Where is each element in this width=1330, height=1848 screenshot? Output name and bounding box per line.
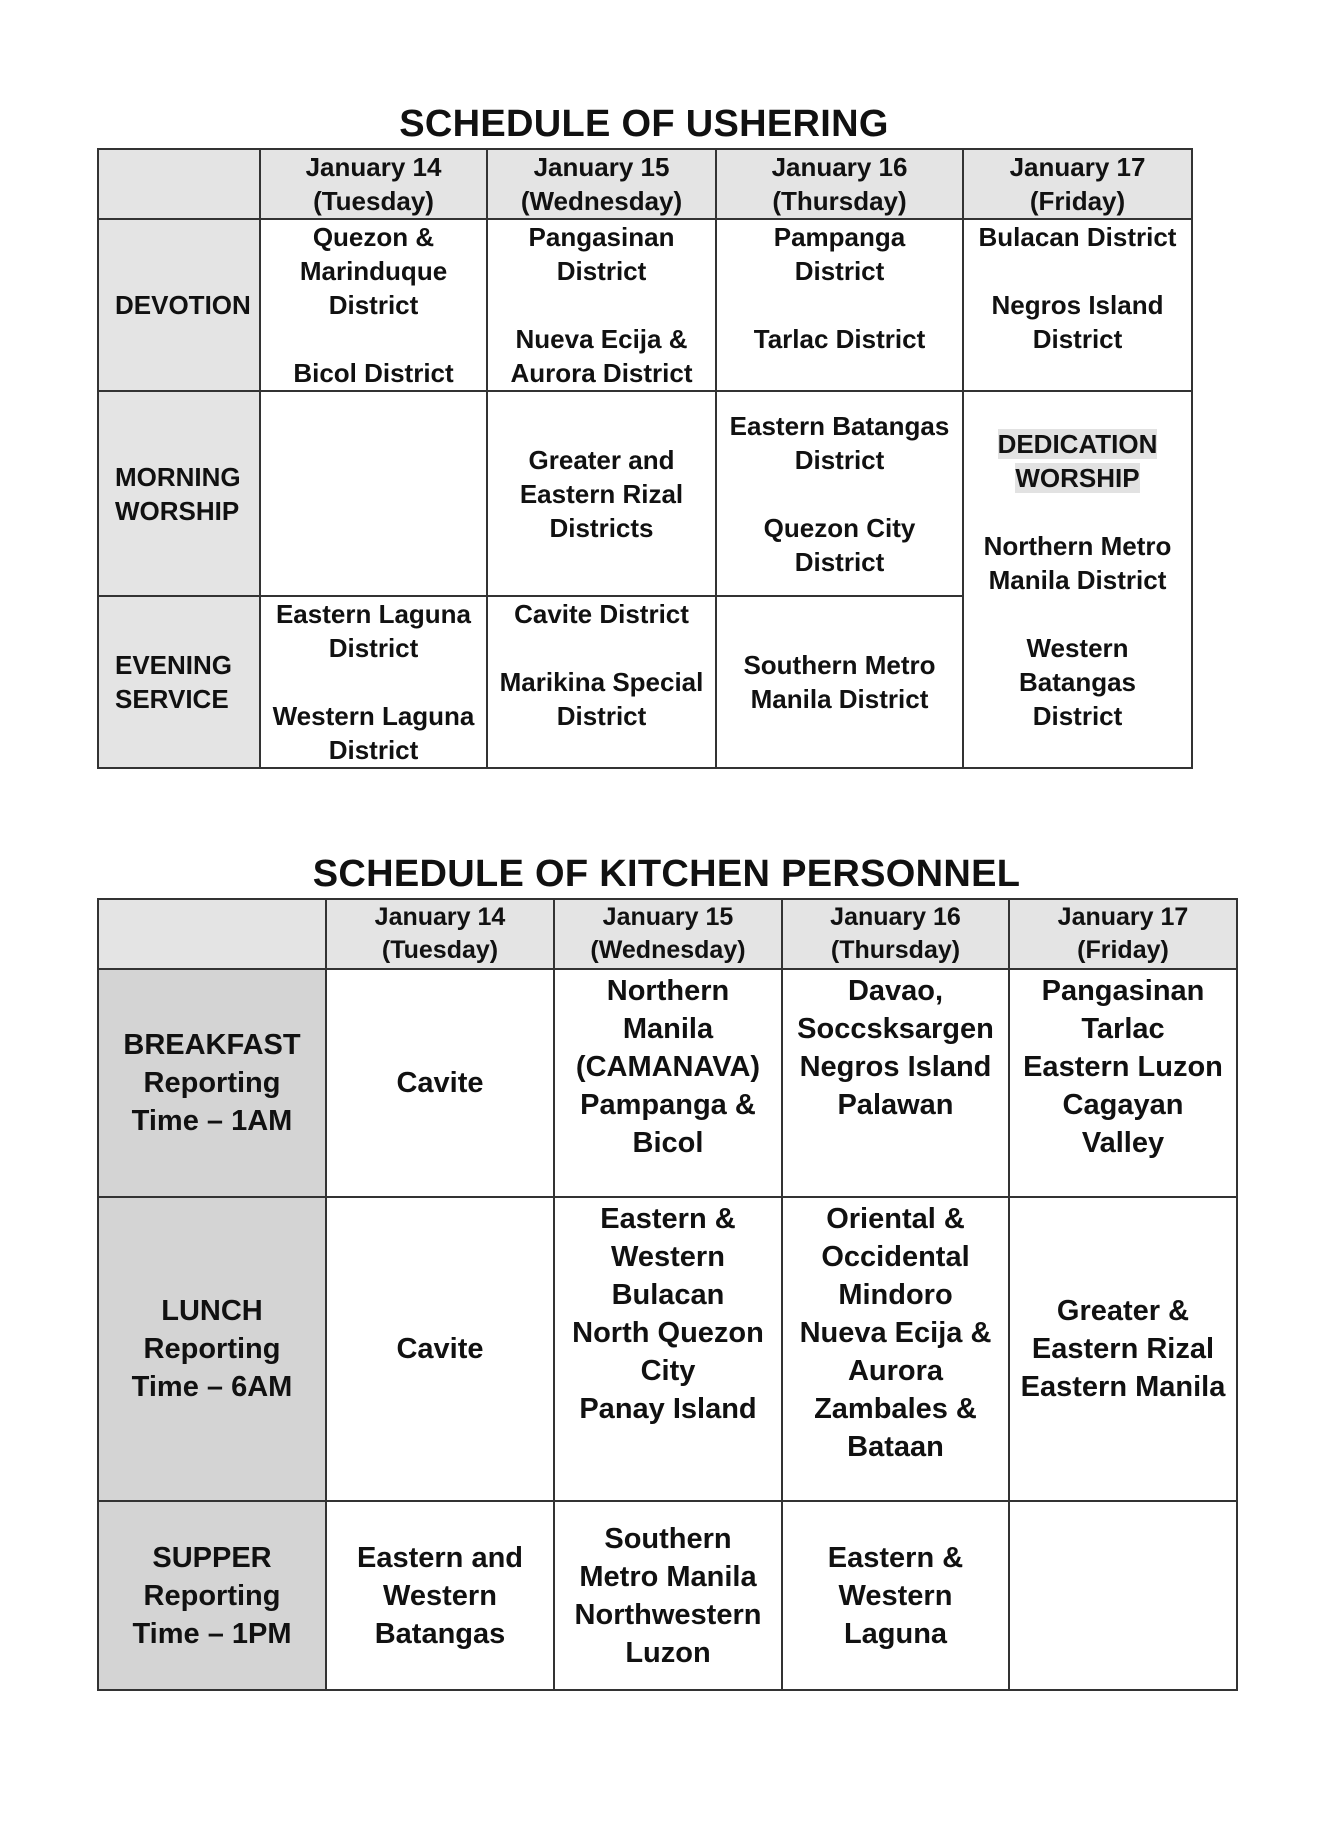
breakfast-row	[98, 969, 1237, 1197]
devotion-jan17-cell: Bulacan District Negros Island District	[963, 219, 1192, 391]
kitchen-header-jan17	[1009, 899, 1237, 969]
evening-jan14-cell: Eastern Laguna District Western Laguna District	[260, 596, 487, 768]
supper-jan14-cell: Eastern and Western Batangas	[326, 1501, 554, 1690]
jan17-dedication-cell: DEDICATION WORSHIP Northern Metro Manila District Western Batangas District	[963, 391, 1192, 768]
ushering-schedule-table	[97, 148, 1193, 769]
ushering-header-jan16	[716, 149, 963, 219]
ushering-header-jan14	[260, 149, 487, 219]
header-date: January 17	[1057, 903, 1189, 931]
morning-worship-label: MORNING WORSHIP	[98, 391, 260, 596]
lunch-row	[98, 1197, 1237, 1501]
kitchen-corner-cell	[98, 899, 326, 969]
kitchen-header-jan16	[782, 899, 1009, 969]
supper-jan15-cell: Southern Metro Manila Northwestern Luzon	[554, 1501, 782, 1690]
header-day: (Wednesday)	[590, 936, 746, 964]
lunch-jan14-cell: Cavite	[326, 1197, 554, 1501]
devotion-jan16-cell: Pampanga District Tarlac District	[716, 219, 963, 391]
kitchen-title: SCHEDULE OF KITCHEN PERSONNEL	[312, 853, 1021, 895]
header-day: (Wednesday)	[520, 186, 683, 216]
header-day: (Thursday)	[772, 186, 907, 216]
evening-jan15-cell: Cavite District Marikina Special District	[487, 596, 716, 768]
ushering-header-row	[98, 149, 1192, 219]
header-date: January 16	[771, 152, 908, 182]
header-date: January 15	[533, 152, 670, 182]
morning-worship-row	[98, 391, 1192, 596]
devotion-label: DEVOTION	[98, 219, 260, 391]
header-day: (Tuesday)	[381, 936, 499, 964]
lunch-jan17-cell: Greater & Eastern Rizal Eastern Manila	[1009, 1197, 1237, 1501]
ushering-header-jan15	[487, 149, 716, 219]
morning-jan14-cell	[260, 391, 487, 596]
kitchen-header-row	[98, 899, 1237, 969]
breakfast-jan17-cell: Pangasinan Tarlac Eastern Luzon Cagayan Valley	[1009, 969, 1237, 1197]
dedication-highlight: WORSHIP	[1015, 462, 1140, 493]
ushering-title: SCHEDULE OF USHERING	[399, 103, 889, 145]
evening-jan16-cell: Southern Metro Manila District	[716, 596, 963, 768]
breakfast-jan15-cell: Northern Manila (CAMANAVA) Pampanga & Bicol	[554, 969, 782, 1197]
morning-jan16-cell: Eastern Batangas District Quezon City District	[716, 391, 963, 596]
supper-jan16-cell: Eastern & Western Laguna	[782, 1501, 1009, 1690]
header-date: January 16	[830, 903, 961, 931]
header-day: (Friday)	[1029, 186, 1126, 216]
lunch-jan16-cell: Oriental & Occidental Mindoro Nueva Ecija & Aurora Zambales & Bataan	[782, 1197, 1009, 1501]
breakfast-jan14-cell: Cavite	[326, 969, 554, 1197]
morning-jan15-cell: Greater and Eastern Rizal Districts	[487, 391, 716, 596]
header-day: (Friday)	[1077, 936, 1169, 964]
header-date: January 14	[374, 903, 506, 931]
supper-label: SUPPER Reporting Time – 1PM	[98, 1501, 326, 1690]
kitchen-schedule-table	[97, 898, 1238, 1691]
ushering-header-jan17	[963, 149, 1192, 219]
supper-row	[98, 1501, 1237, 1690]
header-date: January 17	[1009, 152, 1146, 182]
header-date: January 15	[602, 903, 734, 931]
devotion-row	[98, 219, 1192, 391]
dedication-highlight: DEDICATION	[997, 428, 1158, 459]
header-day: (Thursday)	[830, 936, 961, 964]
header-date: January 14	[305, 152, 442, 182]
header-day: (Tuesday)	[313, 186, 434, 216]
ushering-corner-cell	[98, 149, 260, 219]
kitchen-header-jan15	[554, 899, 782, 969]
evening-service-label: EVENING SERVICE	[98, 596, 260, 768]
devotion-jan15-cell: Pangasinan District Nueva Ecija & Aurora District	[487, 219, 716, 391]
kitchen-header-jan14	[326, 899, 554, 969]
lunch-jan15-cell: Eastern & Western Bulacan North Quezon City Panay Island	[554, 1197, 782, 1501]
breakfast-jan16-cell: Davao, Soccsksargen Negros Island Palawan	[782, 969, 1009, 1197]
lunch-label: LUNCH Reporting Time – 6AM	[98, 1197, 326, 1501]
breakfast-label: BREAKFAST Reporting Time – 1AM	[98, 969, 326, 1197]
supper-jan17-cell	[1009, 1501, 1237, 1690]
devotion-jan14-cell: Quezon & Marinduque District Bicol District	[260, 219, 487, 391]
